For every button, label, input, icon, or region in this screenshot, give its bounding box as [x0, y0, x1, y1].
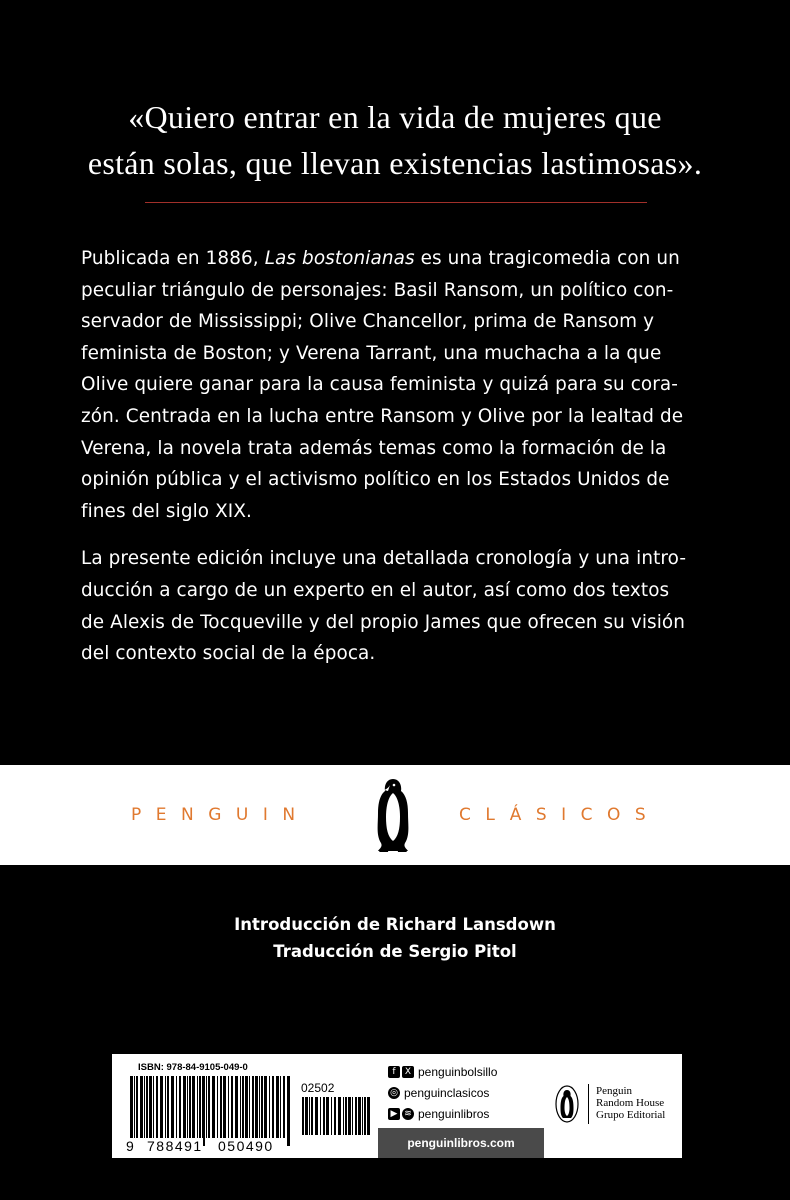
- synopsis-paragraph-1: [81, 243, 711, 527]
- barcode-bar: [134, 1076, 135, 1146]
- book-title: Las bostonianas: [264, 248, 415, 269]
- ean-digits-left: 788491: [147, 1138, 203, 1154]
- ean-digits-right: 050490: [218, 1138, 274, 1154]
- barcode-bar: [255, 1076, 258, 1138]
- barcode-bar: [136, 1076, 138, 1138]
- barcode-bar: [199, 1076, 201, 1138]
- barcode-bar: [160, 1076, 163, 1138]
- barcode-bar: [197, 1076, 198, 1138]
- x-icon: X: [402, 1066, 414, 1078]
- barcode-bar: [276, 1076, 279, 1138]
- barcode-bar: [179, 1076, 181, 1138]
- barcode-bar: [167, 1076, 169, 1138]
- barcode-bar: [171, 1076, 174, 1138]
- barcode-bar: [362, 1097, 363, 1135]
- barcode-bar: [283, 1076, 285, 1138]
- synopsis-paragraph-2: [81, 543, 711, 669]
- barcode-bar: [269, 1076, 270, 1138]
- penguin-icon: [373, 777, 413, 854]
- barcode-bar: [348, 1097, 351, 1135]
- series-name-penguin: PENGUIN: [131, 805, 310, 825]
- facebook-icon: f: [388, 1066, 400, 1078]
- barcode-bar: [261, 1076, 263, 1138]
- barcode-bar: [156, 1076, 158, 1138]
- social-handle: penguinclasicos: [404, 1086, 490, 1100]
- barcode-bar: [217, 1076, 218, 1138]
- synopsis-line: de Alexis de Tocqueville y del propio James que ofrecen su visión: [81, 611, 686, 633]
- barcode-bar: [231, 1076, 233, 1138]
- barcode-bar: [235, 1076, 238, 1138]
- credits: [0, 911, 790, 965]
- barcode-bar: [242, 1076, 244, 1138]
- barcode-bar: [146, 1076, 148, 1138]
- synopsis-line: opinión pública y el activismo político en los Estados Unidos de: [81, 469, 670, 491]
- barcode-bar: [212, 1076, 215, 1138]
- penguin-random-house-logo-icon: [554, 1084, 580, 1124]
- barcode-bar: [334, 1097, 336, 1135]
- synopsis-line: ducción a cargo de un experto en el autor, así como dos textos: [81, 579, 670, 601]
- social-row-penguinbolsillo[interactable]: [388, 1064, 497, 1080]
- synopsis-line: Olive quiere ganar para la causa feminista y quizá para su cora-: [81, 374, 679, 396]
- barcode-bar: [183, 1076, 186, 1138]
- barcode-bar: [240, 1076, 241, 1138]
- barcode-bar: [358, 1097, 361, 1135]
- barcode-bar: [223, 1076, 226, 1138]
- isbn: ISBN: 978-84-9105-049-0: [138, 1062, 248, 1073]
- barcode-bar: [149, 1076, 152, 1138]
- synopsis-line: Publicada en 1886, Las bostonianas es una tragicomedia con un: [81, 248, 680, 269]
- barcode-bar: [309, 1097, 310, 1135]
- spotify-icon: ≋: [402, 1108, 414, 1120]
- social-row-penguinclasicos[interactable]: [388, 1085, 489, 1101]
- synopsis-line: fines del siglo XIX.: [81, 500, 252, 522]
- synopsis-line: servador de Mississippi; Olive Chancellor, prima de Ransom y: [81, 311, 655, 333]
- youtube-icon: ▶: [388, 1108, 400, 1120]
- barcode-bar: [165, 1076, 166, 1138]
- barcode-bar: [249, 1076, 250, 1138]
- synopsis-line: zón. Centrada en la lucha entre Ransom y Olive por la lealtad de: [81, 405, 684, 427]
- quote-line: «Quiero entrar en la vida de mujeres que: [128, 99, 662, 135]
- barcode-bar: [311, 1097, 313, 1135]
- barcode-bar: [302, 1097, 304, 1135]
- barcode-bar: [192, 1076, 195, 1138]
- barcode-bar: [264, 1076, 267, 1138]
- barcode-bar: [189, 1076, 191, 1138]
- ean-digit-lead: 9: [126, 1138, 136, 1154]
- addon-barcode: [298, 1097, 374, 1135]
- barcode-bar: [367, 1097, 370, 1135]
- barcode-bar: [220, 1076, 222, 1138]
- social-links: [378, 1054, 544, 1158]
- barcode-bar: [153, 1076, 154, 1146]
- introduction-credit: Introducción de Richard Lansdown: [234, 915, 556, 934]
- barcode-bar: [206, 1076, 207, 1138]
- barcode-bar: [315, 1097, 318, 1135]
- barcode-bar: [352, 1097, 353, 1135]
- barcode-bar: [326, 1097, 329, 1135]
- back-cover-quote: [0, 94, 790, 186]
- synopsis-line: Verena, la novela trata además temas como la formación de la: [81, 437, 667, 459]
- barcode-bar: [338, 1097, 341, 1135]
- social-handle: penguinlibros: [418, 1107, 490, 1121]
- barcode-bar: [320, 1097, 321, 1135]
- barcode-bar: [176, 1076, 177, 1138]
- barcode-bar: [187, 1076, 188, 1138]
- publisher-imprint: [544, 1054, 682, 1158]
- barcode-bar: [208, 1076, 210, 1138]
- barcode-bar: [252, 1076, 254, 1146]
- back-cover-footer: [112, 1054, 682, 1158]
- synopsis-line: del contexto social de la época.: [81, 643, 376, 665]
- quote-line: están solas, que llevan existencias lastimosas».: [87, 145, 703, 181]
- series-band: [0, 765, 790, 865]
- barcode-bar: [305, 1097, 308, 1135]
- synopsis-line: La presente edición incluye una detallada cronología y una intro-: [81, 548, 687, 570]
- social-row-penguinlibros[interactable]: [388, 1106, 489, 1122]
- barcode-bar: [259, 1076, 260, 1138]
- barcode-bar: [331, 1097, 332, 1135]
- barcode-bar: [355, 1097, 357, 1135]
- social-handle: penguinbolsillo: [418, 1065, 498, 1079]
- red-divider: [145, 202, 647, 203]
- barcode-bar: [287, 1076, 290, 1146]
- website-link[interactable]: penguinlibros.com: [378, 1128, 544, 1158]
- barcode-bar: [364, 1097, 366, 1135]
- translation-credit: Traducción de Sergio Pitol: [273, 942, 517, 961]
- synopsis: [81, 243, 711, 670]
- barcode-bar: [228, 1076, 229, 1138]
- barcode-bar: [272, 1076, 274, 1138]
- barcode-bar: [323, 1097, 325, 1135]
- synopsis-line: feminista de Boston; y Verena Tarrant, una muchacha a la que: [81, 342, 662, 364]
- barcode-bar: [202, 1076, 205, 1146]
- publisher-name: Penguin Random House Grupo Editorial: [596, 1085, 666, 1121]
- synopsis-line: peculiar triángulo de personajes: Basil Ransom, un político con-: [81, 279, 674, 301]
- barcode-bar: [140, 1076, 143, 1138]
- series-name-clasicos: CLÁSICOS: [459, 805, 661, 825]
- price-code: 02502: [301, 1081, 335, 1095]
- barcode-bar: [144, 1076, 145, 1138]
- barcode-bar: [130, 1076, 133, 1146]
- barcode-bar: [343, 1097, 344, 1135]
- barcode-bar: [345, 1097, 347, 1135]
- imprint-divider: [588, 1084, 589, 1124]
- barcode-bar: [245, 1076, 248, 1138]
- instagram-icon: ◎: [388, 1087, 400, 1099]
- barcode-bar: [280, 1076, 281, 1138]
